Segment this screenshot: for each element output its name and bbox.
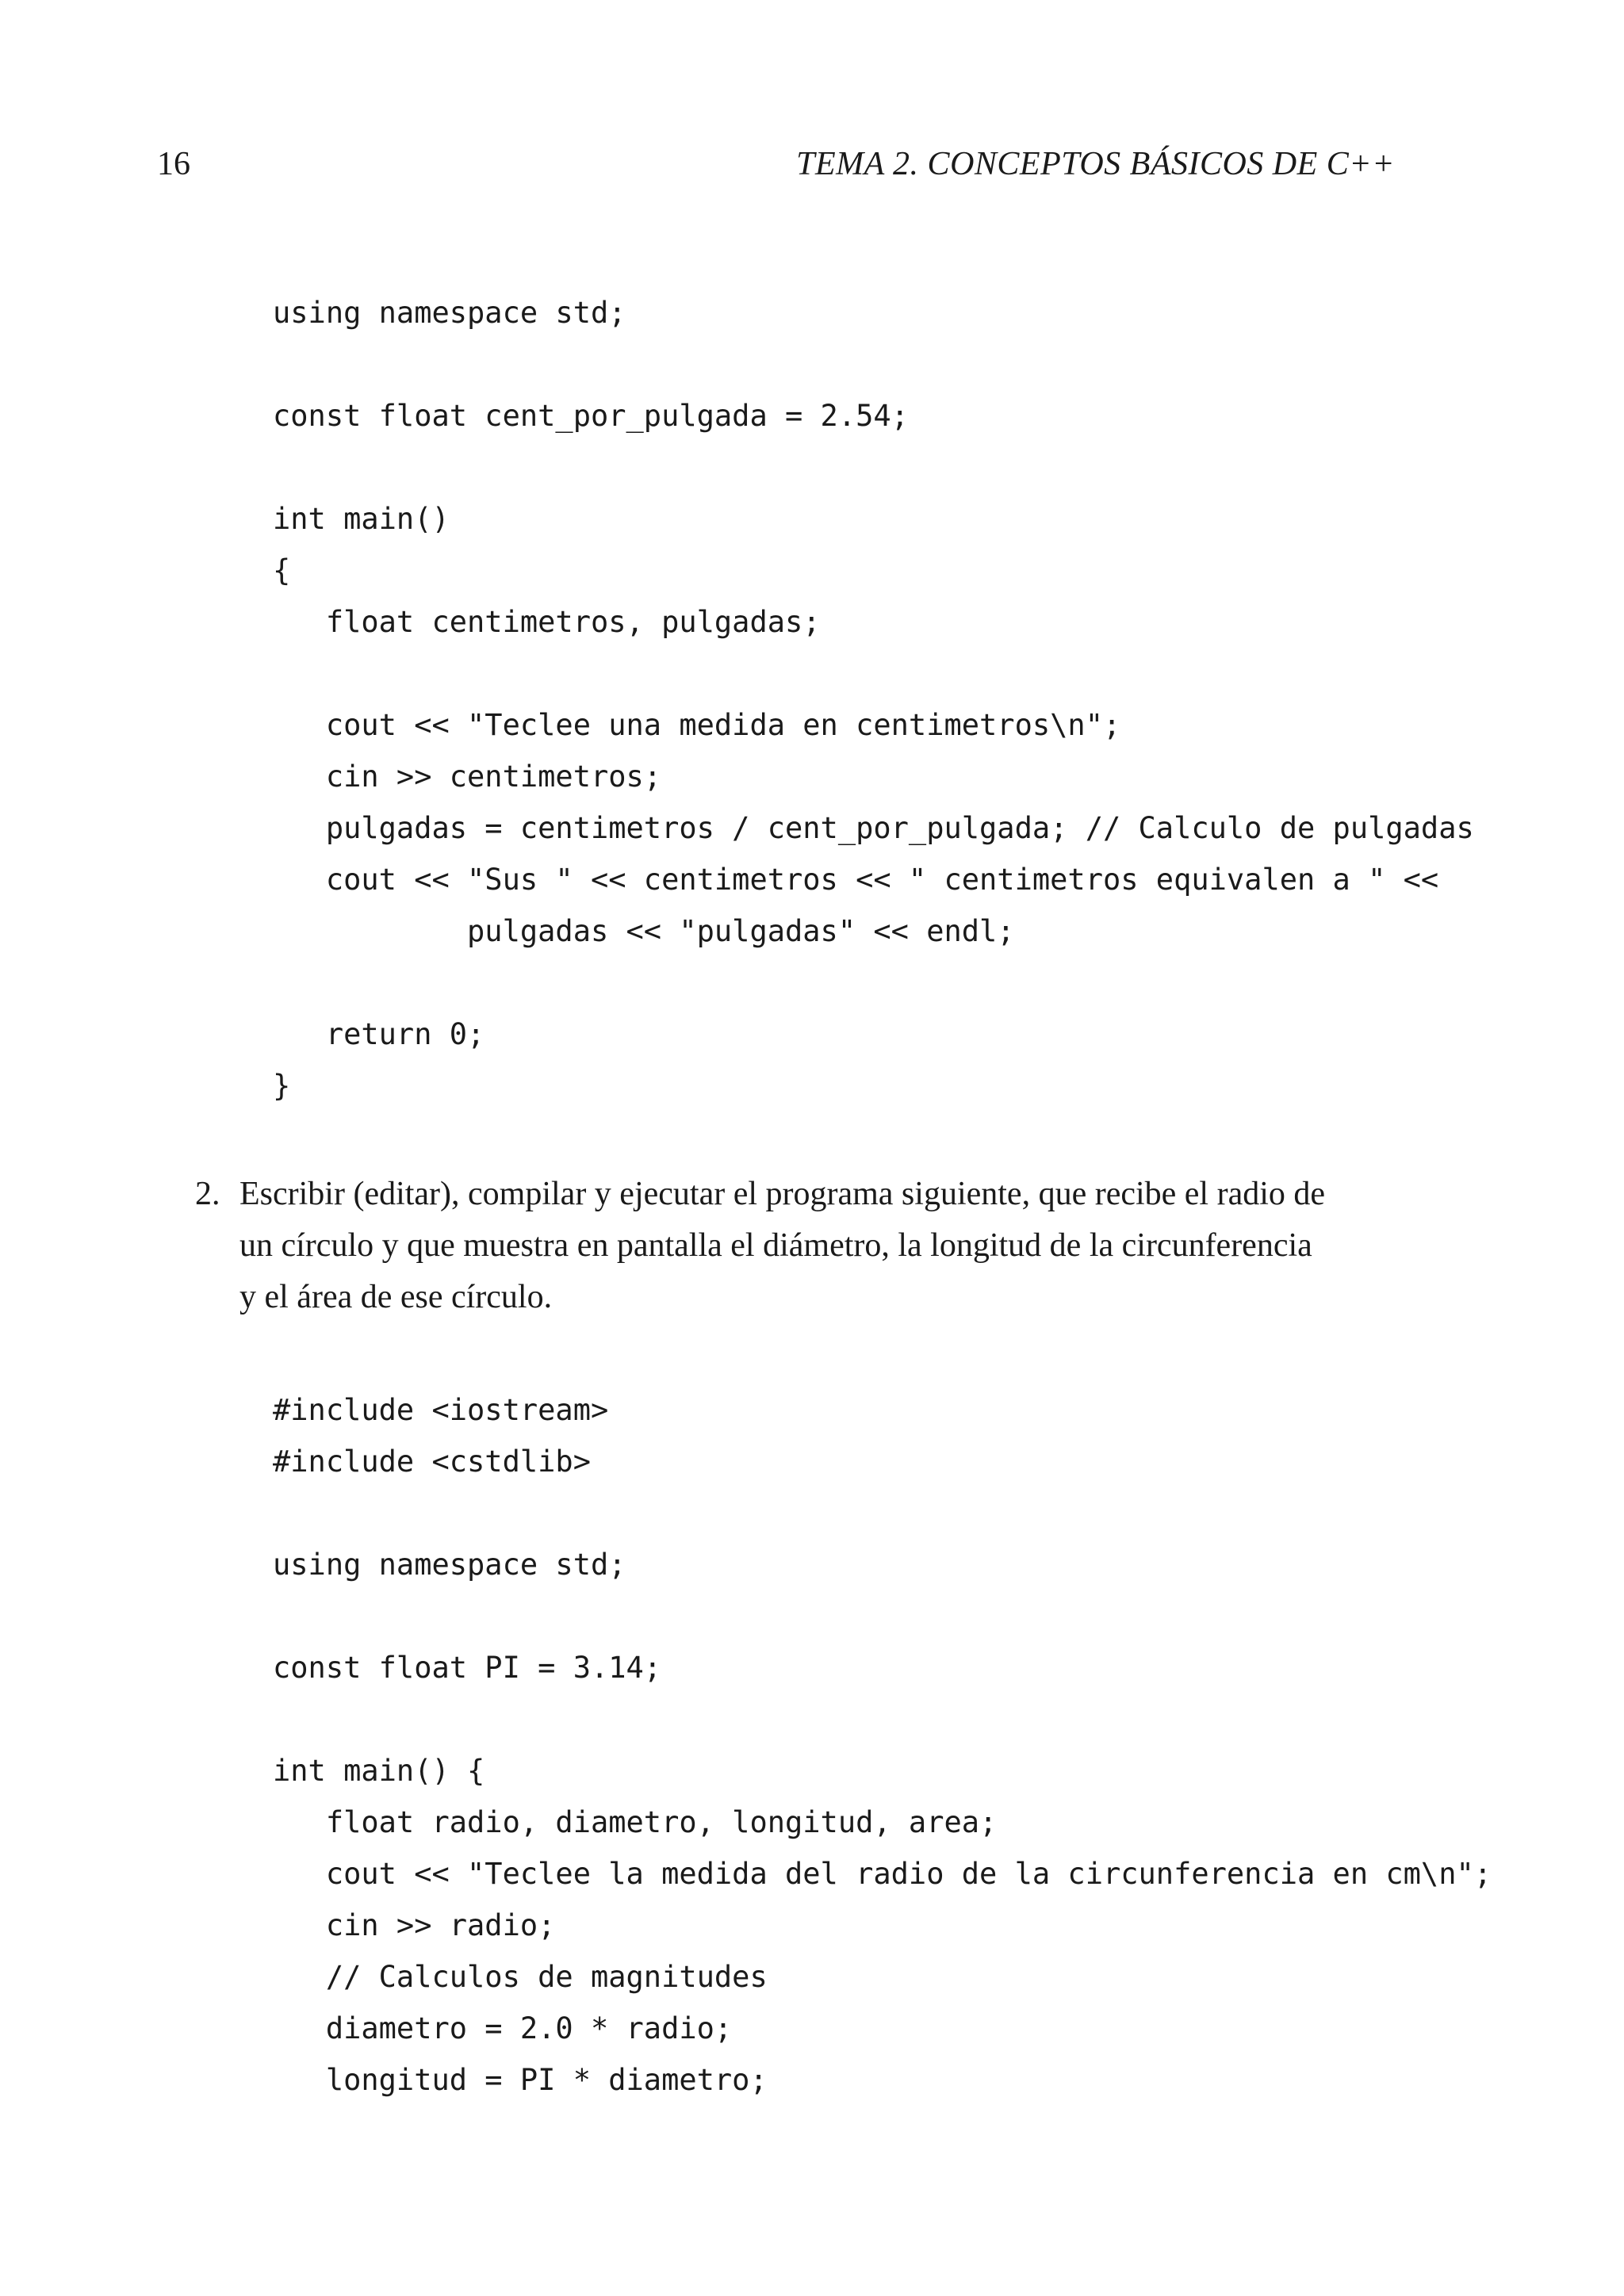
paragraph-line: Escribir (editar), compilar y ejecutar el programa siguiente, que recibe el radio de bbox=[239, 1176, 1326, 1212]
code-line: } bbox=[273, 1069, 291, 1103]
list-number: 2. bbox=[195, 1176, 220, 1212]
code-line: const float cent_por_pulgada = 2.54; bbox=[273, 399, 909, 433]
code-line: cout << "Teclee la medida del radio de la circunferencia en cm\n"; bbox=[273, 1857, 1492, 1891]
code-line: int main() bbox=[273, 502, 450, 536]
code-line bbox=[273, 1693, 1492, 1745]
paragraph-line: y el área de ese círculo. bbox=[239, 1279, 553, 1315]
code-line bbox=[273, 957, 1474, 1008]
exercise-description bbox=[239, 1169, 1400, 1323]
running-title: TEMA 2. CONCEPTOS BÁSICOS DE C++ bbox=[796, 146, 1395, 182]
code-line bbox=[273, 1590, 1492, 1642]
code-line bbox=[273, 648, 1474, 699]
code-line: diametro = 2.0 * radio; bbox=[273, 2011, 733, 2045]
code-line bbox=[273, 442, 1474, 493]
code-line: cin >> radio; bbox=[273, 1908, 556, 1942]
code-line: cin >> centimetros; bbox=[273, 760, 662, 794]
code-line: cout << "Teclee una medida en centimetros\n"; bbox=[273, 708, 1121, 742]
code-line: pulgadas << "pulgadas" << endl; bbox=[273, 914, 1015, 948]
paragraph-line: un círculo y que muestra en pantalla el diámetro, la longitud de la circunferencia bbox=[239, 1227, 1312, 1264]
code-line: pulgadas = centimetros / cent_por_pulgada; // Calculo de pulgadas bbox=[273, 811, 1474, 845]
code-line: float centimetros, pulgadas; bbox=[273, 605, 821, 639]
code-line: { bbox=[273, 553, 291, 587]
code-line: float radio, diametro, longitud, area; bbox=[273, 1805, 998, 1839]
code-line: using namespace std; bbox=[273, 296, 626, 330]
code-line bbox=[273, 1487, 1492, 1539]
code-line: using namespace std; bbox=[273, 1548, 626, 1582]
exercise-2 bbox=[195, 1169, 1400, 1323]
code-line: #include <iostream> bbox=[273, 1393, 609, 1427]
code-line bbox=[273, 339, 1474, 390]
code-line: // Calculos de magnitudes bbox=[273, 1960, 768, 1994]
code-line: cout << "Sus " << centimetros << " centimetros equivalen a " << bbox=[273, 863, 1439, 897]
code-line: const float PI = 3.14; bbox=[273, 1651, 662, 1685]
page-number: 16 bbox=[157, 146, 190, 182]
code-block-conversion bbox=[273, 287, 1474, 1112]
code-line: #include <cstdlib> bbox=[273, 1445, 591, 1479]
code-line: longitud = PI * diametro; bbox=[273, 2063, 768, 2097]
code-block-circle bbox=[273, 1384, 1492, 2106]
code-line: int main() { bbox=[273, 1754, 485, 1788]
code-line: return 0; bbox=[273, 1017, 485, 1051]
